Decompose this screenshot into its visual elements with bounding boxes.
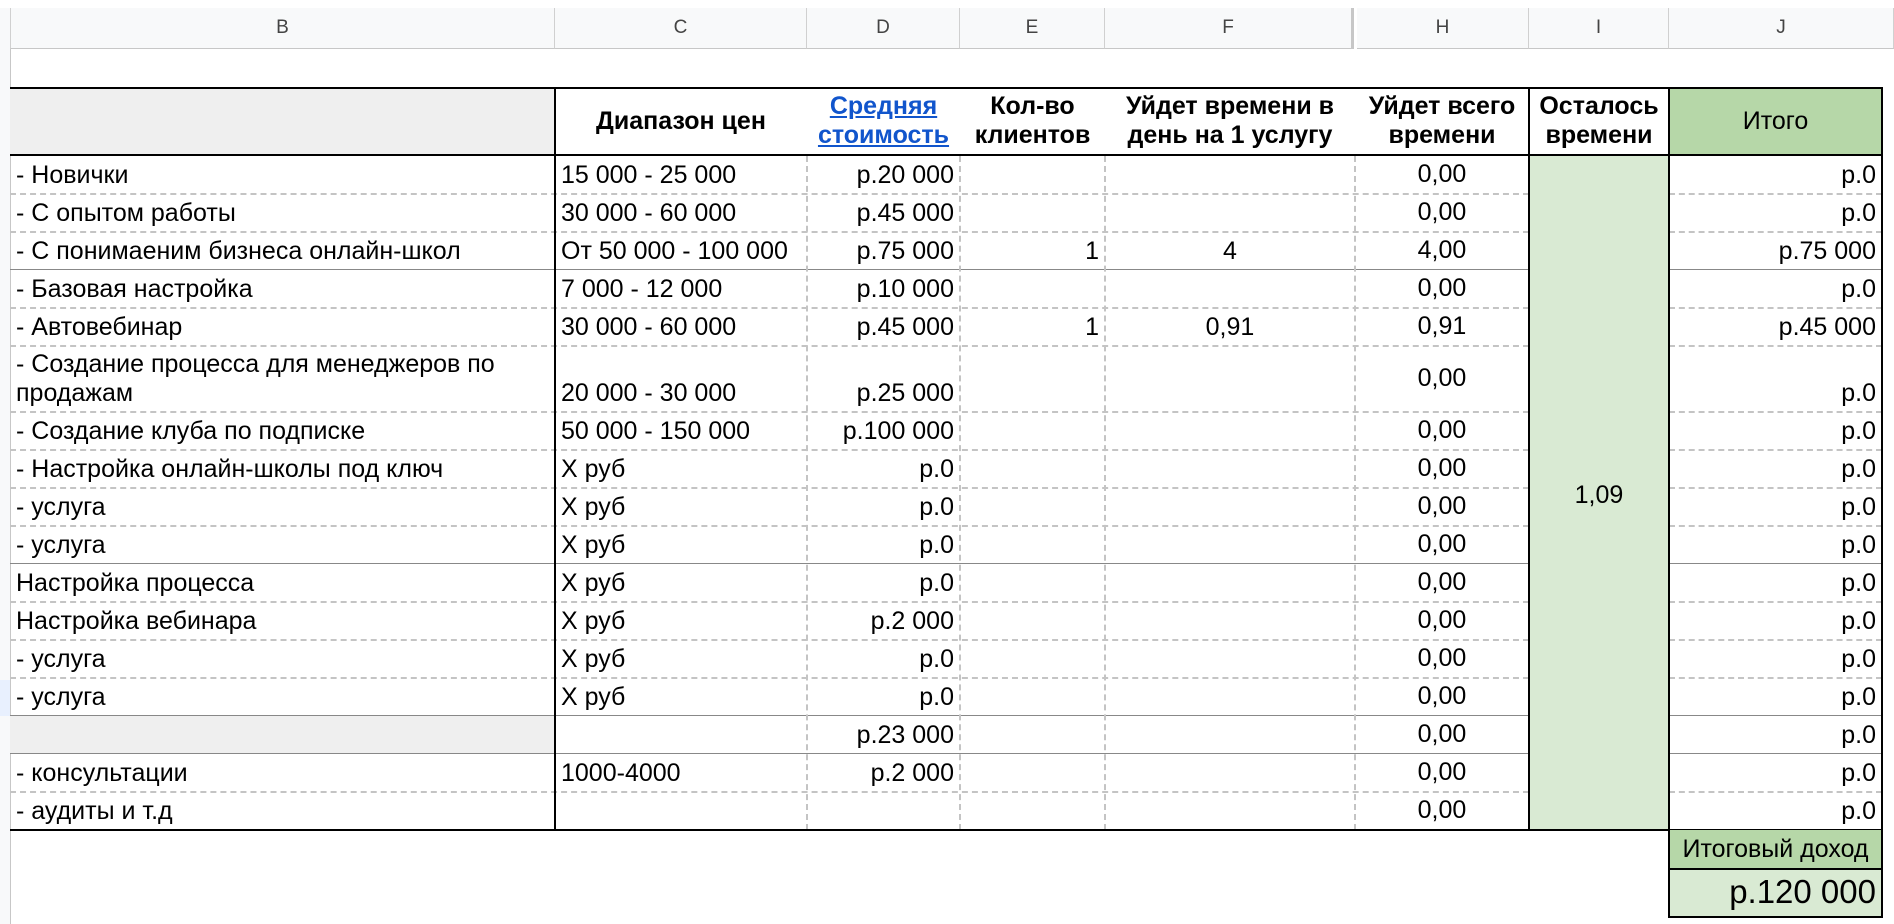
- average-cost-cell[interactable]: р.100 000: [842, 417, 954, 445]
- row-divider: [10, 193, 1529, 195]
- row-total-cell[interactable]: р.0: [1841, 645, 1876, 673]
- row-divider: [10, 753, 1529, 754]
- service-name-cell[interactable]: - Автовебинар: [16, 313, 183, 341]
- row-total-cell[interactable]: р.0: [1841, 161, 1876, 189]
- header-time-left[interactable]: Осталось времени: [1539, 92, 1659, 149]
- header-bottom-border: [10, 154, 1883, 156]
- time-per-day-cell[interactable]: [1105, 716, 1355, 754]
- client-count-cell[interactable]: [960, 678, 1105, 716]
- column-j-right-border: [1881, 88, 1883, 830]
- total-time-cell[interactable]: 0,00: [1417, 719, 1467, 748]
- total-time-cell[interactable]: 0,00: [1417, 197, 1467, 226]
- price-range-cell[interactable]: 50 000 - 150 000: [561, 417, 751, 445]
- client-count-cell[interactable]: [960, 640, 1105, 678]
- time-left-value: 1,09: [1574, 480, 1624, 509]
- client-count-cell[interactable]: [960, 792, 1105, 830]
- total-time-cell[interactable]: 0,00: [1417, 529, 1467, 558]
- service-name-cell[interactable]: - услуга: [16, 683, 106, 711]
- row-divider: [1669, 715, 1882, 716]
- price-range-cell[interactable]: 20 000 - 30 000: [561, 379, 737, 407]
- average-cost-cell[interactable]: р.10 000: [856, 275, 954, 303]
- summary-border-left: [1668, 830, 1670, 918]
- summary-border-bottom: [1668, 916, 1883, 918]
- column-header-f[interactable]: F: [1105, 8, 1354, 49]
- column-header-b[interactable]: B: [10, 8, 555, 49]
- average-cost-cell[interactable]: р.0: [919, 569, 954, 597]
- total-time-cell[interactable]: 4,00: [1417, 235, 1467, 264]
- row-divider: [10, 677, 1529, 679]
- client-count-cell[interactable]: [960, 450, 1105, 488]
- time-per-day-cell[interactable]: 4: [1223, 236, 1237, 265]
- client-count-cell[interactable]: [960, 602, 1105, 640]
- column-divider: [959, 156, 961, 830]
- row-total-cell[interactable]: р.75 000: [1778, 237, 1876, 265]
- time-per-day-cell[interactable]: [1105, 488, 1355, 526]
- row-divider: [1669, 487, 1882, 489]
- row-total-cell[interactable]: р.0: [1841, 275, 1876, 303]
- service-name-cell[interactable]: - услуга: [16, 531, 106, 559]
- price-range-cell[interactable]: Х руб: [561, 607, 626, 635]
- row-divider: [1669, 269, 1882, 270]
- service-name-cell[interactable]: - услуга: [16, 645, 106, 673]
- time-per-day-cell[interactable]: [1105, 640, 1355, 678]
- price-range-cell[interactable]: 30 000 - 60 000: [561, 199, 737, 227]
- average-cost-cell[interactable]: р.23 000: [856, 721, 954, 749]
- client-count-cell[interactable]: [960, 716, 1105, 754]
- column-j-left-border: [1668, 88, 1670, 830]
- time-per-day-cell[interactable]: 0,91: [1205, 312, 1255, 341]
- row-total-cell[interactable]: р.0: [1841, 607, 1876, 635]
- average-cost-cell[interactable]: [807, 792, 960, 830]
- time-per-day-cell[interactable]: [1105, 754, 1355, 792]
- table-top-border: [10, 87, 1883, 89]
- client-count-cell[interactable]: [960, 194, 1105, 232]
- row-divider: [1669, 677, 1882, 679]
- average-cost-cell[interactable]: р.2 000: [870, 759, 954, 787]
- header-client-count[interactable]: Кол-во клиентов: [974, 92, 1091, 149]
- row-total-cell[interactable]: р.0: [1841, 199, 1876, 227]
- row-total-cell[interactable]: р.0: [1841, 493, 1876, 521]
- row-divider: [10, 411, 1529, 413]
- client-count-cell[interactable]: [960, 754, 1105, 792]
- total-time-cell[interactable]: 0,00: [1417, 273, 1467, 302]
- row-divider: [10, 715, 1529, 716]
- row-divider: [1669, 639, 1882, 641]
- header-blank-cell[interactable]: [10, 88, 555, 154]
- price-range-cell[interactable]: Х руб: [561, 493, 626, 521]
- row-divider: [1669, 411, 1882, 413]
- time-per-day-cell[interactable]: [1105, 346, 1355, 412]
- total-time-cell[interactable]: 0,00: [1417, 643, 1467, 672]
- total-time-cell[interactable]: 0,00: [1417, 567, 1467, 596]
- selected-row-indicator: [0, 680, 10, 716]
- average-cost-cell[interactable]: р.0: [919, 493, 954, 521]
- summary-border-mid: [1668, 868, 1883, 870]
- time-per-day-cell[interactable]: [1105, 678, 1355, 716]
- total-time-cell[interactable]: 0,00: [1417, 159, 1467, 188]
- total-time-cell[interactable]: 0,00: [1417, 415, 1467, 444]
- price-range-cell[interactable]: 15 000 - 25 000: [561, 161, 737, 189]
- service-name-cell[interactable]: - Создание процесса для менеджеров по продажам: [16, 350, 495, 407]
- average-cost-cell[interactable]: р.25 000: [856, 379, 954, 407]
- total-time-cell[interactable]: 0,00: [1417, 681, 1467, 710]
- service-name-cell[interactable]: - Создание клуба по подписке: [16, 417, 366, 445]
- service-name-cell[interactable]: - Настройка онлайн-школы под ключ: [16, 455, 444, 483]
- row-divider: [1669, 753, 1882, 754]
- header-time-per-day[interactable]: Уйдет времени в день на 1 услугу: [1126, 92, 1334, 149]
- row-total-cell[interactable]: р.0: [1841, 569, 1876, 597]
- column-header-i[interactable]: I: [1529, 8, 1669, 49]
- row-total-cell[interactable]: р.0: [1841, 417, 1876, 445]
- time-per-day-cell[interactable]: [1105, 194, 1355, 232]
- row-divider: [10, 601, 1529, 603]
- row-divider: [1669, 345, 1882, 347]
- row-divider: [1669, 563, 1882, 564]
- row-total-cell[interactable]: р.0: [1841, 531, 1876, 559]
- price-range-cell[interactable]: Х руб: [561, 683, 626, 711]
- row-divider: [10, 269, 1529, 270]
- price-range-cell[interactable]: Х руб: [561, 645, 626, 673]
- client-count-cell[interactable]: 1: [1085, 312, 1099, 341]
- price-range-cell[interactable]: 1000-4000: [561, 759, 681, 787]
- column-header-j[interactable]: J: [1669, 8, 1894, 49]
- price-range-cell[interactable]: [555, 716, 807, 754]
- row-divider: [10, 345, 1529, 347]
- client-count-cell[interactable]: [960, 156, 1105, 194]
- row-divider: [10, 639, 1529, 641]
- total-time-cell[interactable]: 0,00: [1417, 757, 1467, 786]
- average-cost-cell[interactable]: р.0: [919, 645, 954, 673]
- client-count-cell[interactable]: [960, 346, 1105, 412]
- average-cost-cell[interactable]: р.45 000: [856, 199, 954, 227]
- row-total-cell[interactable]: р.45 000: [1778, 313, 1876, 341]
- row-divider: [1669, 601, 1882, 603]
- row-divider: [10, 525, 1529, 527]
- price-range-cell[interactable]: Х руб: [561, 455, 626, 483]
- time-per-day-cell[interactable]: [1105, 270, 1355, 308]
- row-divider: [10, 231, 1529, 233]
- row-total-cell[interactable]: р.0: [1841, 797, 1876, 825]
- client-count-cell[interactable]: [960, 412, 1105, 450]
- total-time-cell[interactable]: 0,00: [1417, 605, 1467, 634]
- service-name-cell[interactable]: - консультации: [16, 759, 188, 787]
- row-total-cell[interactable]: р.0: [1841, 759, 1876, 787]
- row-divider: [1669, 193, 1882, 195]
- service-name-cell[interactable]: - услуга: [16, 493, 106, 521]
- total-time-cell[interactable]: 0,00: [1417, 363, 1467, 392]
- client-count-cell[interactable]: [960, 488, 1105, 526]
- service-name-cell[interactable]: Настройка вебинара: [16, 607, 257, 635]
- average-cost-cell[interactable]: р.0: [919, 683, 954, 711]
- client-count-cell[interactable]: 1: [1085, 236, 1099, 265]
- column-b-border: [554, 88, 556, 830]
- row-divider: [10, 563, 1529, 564]
- header-price-range[interactable]: Диапазон цен: [596, 106, 766, 135]
- average-cost-link[interactable]: Средняя стоимость: [817, 92, 950, 149]
- row-total-cell[interactable]: р.0: [1841, 379, 1876, 407]
- price-range-cell[interactable]: 30 000 - 60 000: [561, 313, 737, 341]
- header-total[interactable]: Итого: [1742, 106, 1809, 135]
- row-divider: [1669, 231, 1882, 233]
- row-divider: [10, 307, 1529, 309]
- time-per-day-cell[interactable]: [1105, 412, 1355, 450]
- total-time-cell[interactable]: 0,00: [1417, 453, 1467, 482]
- summary-border-right: [1881, 830, 1883, 918]
- column-divider: [1354, 156, 1356, 830]
- time-per-day-cell[interactable]: [1105, 526, 1355, 564]
- column-divider: [1104, 156, 1106, 830]
- client-count-cell[interactable]: [960, 526, 1105, 564]
- average-cost-cell[interactable]: р.20 000: [856, 161, 954, 189]
- price-range-cell[interactable]: 7 000 - 12 000: [561, 275, 723, 303]
- column-header-d[interactable]: D: [807, 8, 960, 49]
- column-i-left-border: [1528, 88, 1530, 830]
- service-name-cell[interactable]: - С опытом работы: [16, 199, 236, 227]
- row-divider: [10, 791, 1529, 793]
- service-name-cell[interactable]: - С понимаеним бизнеса онлайн-школ: [16, 237, 461, 265]
- service-name-cell[interactable]: - аудиты и т.д: [16, 797, 173, 825]
- row-total-cell[interactable]: р.0: [1841, 683, 1876, 711]
- summary-value[interactable]: р.120 000: [1729, 873, 1876, 910]
- price-range-cell[interactable]: От 50 000 - 100 000: [561, 237, 788, 265]
- column-header-c[interactable]: C: [555, 8, 807, 49]
- service-name-cell[interactable]: - Новички: [16, 161, 129, 189]
- total-time-cell[interactable]: 0,00: [1417, 491, 1467, 520]
- row-divider: [1669, 449, 1882, 451]
- time-per-day-cell[interactable]: [1105, 792, 1355, 830]
- column-header-e[interactable]: E: [960, 8, 1105, 49]
- total-time-cell[interactable]: 0,91: [1417, 311, 1467, 340]
- table-bottom-border: [10, 829, 1883, 831]
- price-range-cell[interactable]: [555, 792, 807, 830]
- column-header-h[interactable]: H: [1357, 8, 1529, 49]
- service-name-cell[interactable]: - Базовая настройка: [16, 275, 253, 303]
- column-divider: [806, 156, 808, 830]
- price-range-cell[interactable]: Х руб: [561, 531, 626, 559]
- row-divider: [10, 487, 1529, 489]
- row-total-cell[interactable]: р.0: [1841, 721, 1876, 749]
- summary-label[interactable]: Итоговый доход: [1682, 834, 1869, 863]
- client-count-cell[interactable]: [960, 270, 1105, 308]
- time-per-day-cell[interactable]: [1105, 602, 1355, 640]
- row-divider: [1669, 525, 1882, 527]
- service-name-cell[interactable]: Настройка процесса: [16, 569, 255, 597]
- header-average-cost[interactable]: [807, 88, 960, 154]
- row-total-cell[interactable]: р.0: [1841, 455, 1876, 483]
- average-cost-cell[interactable]: р.45 000: [856, 313, 954, 341]
- header-total-time[interactable]: Уйдет всего времени: [1368, 92, 1516, 149]
- total-time-cell[interactable]: 0,00: [1417, 795, 1467, 824]
- client-count-cell[interactable]: [960, 564, 1105, 602]
- time-per-day-cell[interactable]: [1105, 156, 1355, 194]
- price-range-cell[interactable]: Х руб: [561, 569, 626, 597]
- time-per-day-cell[interactable]: [1105, 564, 1355, 602]
- service-name-cell[interactable]: [10, 716, 555, 754]
- time-per-day-cell[interactable]: [1105, 450, 1355, 488]
- row-divider: [10, 449, 1529, 451]
- row-divider: [1669, 791, 1882, 793]
- average-cost-cell[interactable]: р.0: [919, 531, 954, 559]
- average-cost-cell[interactable]: р.2 000: [870, 607, 954, 635]
- row-divider: [1669, 307, 1882, 309]
- average-cost-cell[interactable]: р.75 000: [856, 237, 954, 265]
- average-cost-cell[interactable]: р.0: [919, 455, 954, 483]
